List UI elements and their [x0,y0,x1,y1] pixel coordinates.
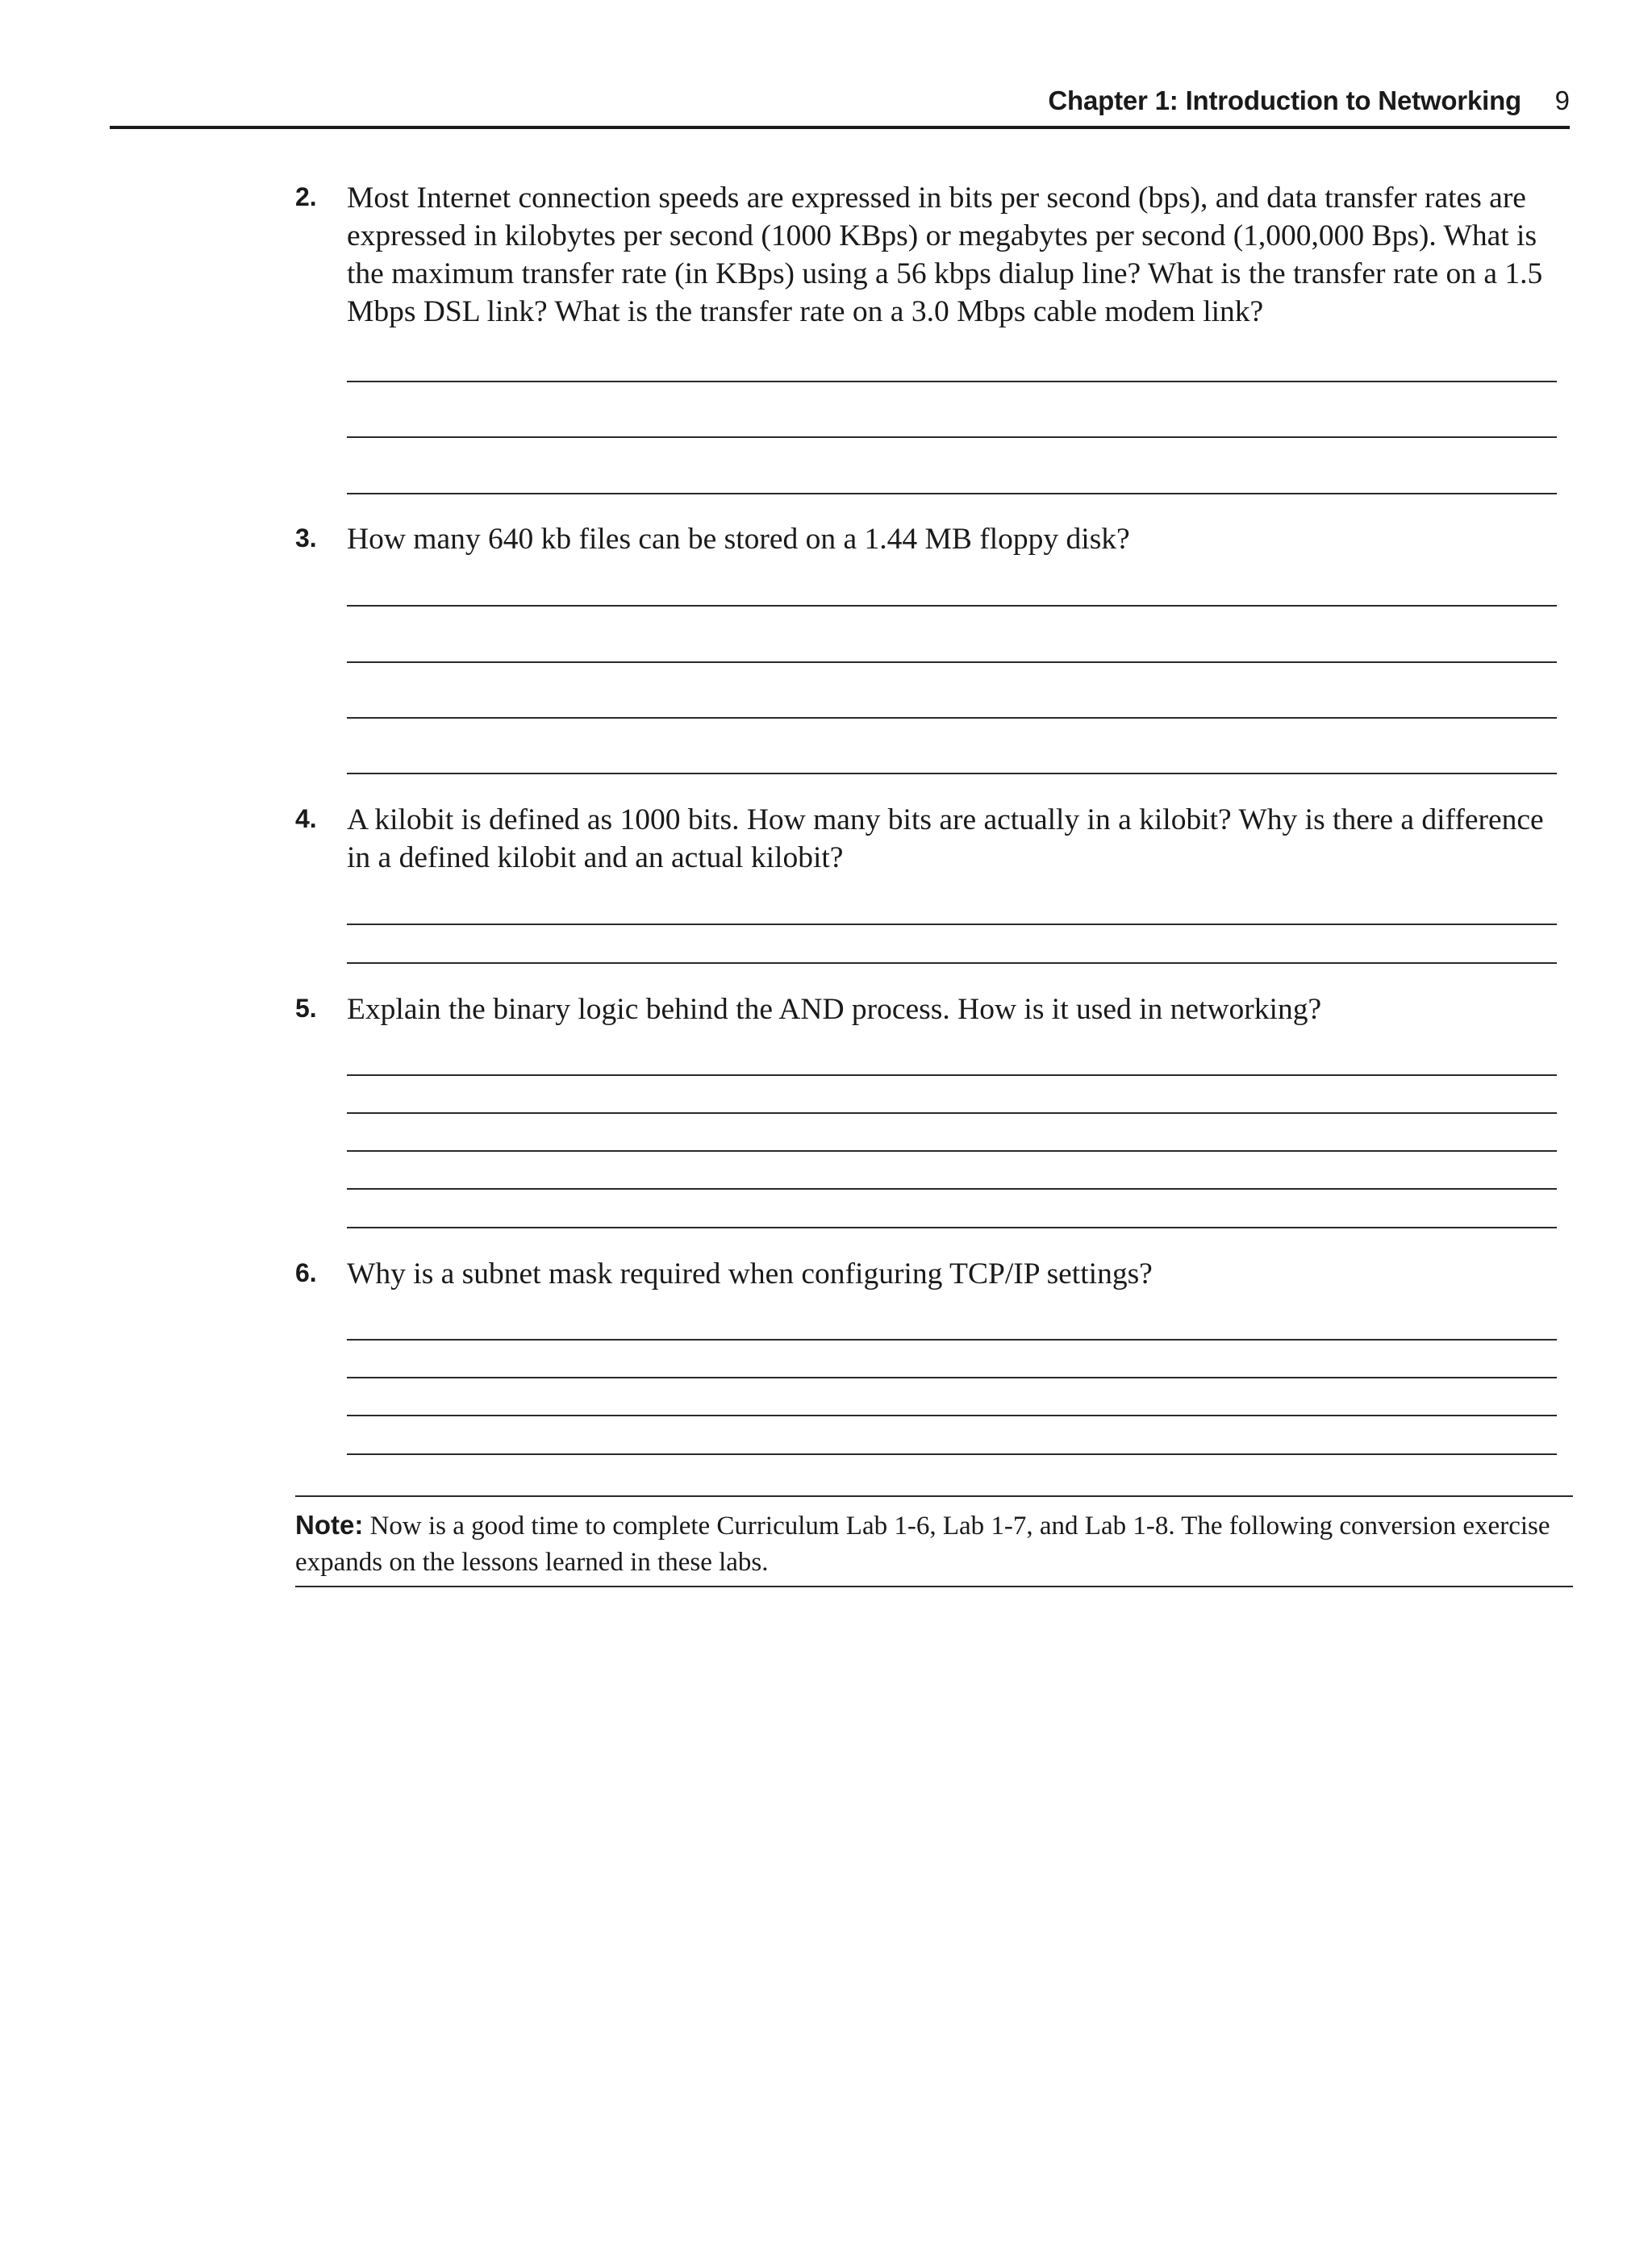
question-text: How many 640 kb files can be stored on a 1.44 MB floppy disk? [347,523,1130,556]
answer-line[interactable] [347,1112,1557,1114]
answer-line[interactable] [347,717,1557,719]
note-text: Now is a good time to complete Curriculum Lab 1-6, Lab 1-7, and Lab 1-8. The following conversion exercise expands on the lessons learned in these labs. [295,1512,1550,1577]
chapter-title: Chapter 1: Introduction to Networking [1048,85,1521,115]
question-4 [295,801,1573,877]
question-text: Explain the binary logic behind the AND process. How is it used in networking? [347,993,1322,1026]
question-text: Why is a subnet mask required when configuring TCP/IP settings? [347,1257,1153,1291]
answer-line[interactable] [347,436,1557,438]
answer-line[interactable] [347,661,1557,663]
question-number: 6. [295,1258,317,1287]
answer-line[interactable] [347,1453,1557,1455]
answer-line[interactable] [347,924,1557,925]
answer-line[interactable] [347,493,1557,494]
question-number: 5. [295,994,317,1023]
answer-line[interactable] [347,605,1557,607]
note-box [295,1495,1573,1587]
note-label: Note: [295,1510,364,1540]
answer-line[interactable] [347,1377,1557,1378]
answer-line[interactable] [347,773,1557,774]
question-number: 3. [295,523,317,552]
answer-line[interactable] [347,381,1557,382]
page-number: 9 [1554,85,1570,115]
question-6 [295,1255,1573,1293]
question-text: A kilobit is defined as 1000 bits. How many bits are actually in a kilobit? Why is there a difference in a defined kilobit and an actual kilobit? [347,803,1544,874]
question-text: Most Internet connection speeds are expressed in bits per second (bps), and data transfer rates are expressed in kilobytes per second (1000 KBps) or megabytes per second (1,000,000 Bps). What is the maximum transfer rate (in KBps) using a 56 kbps dialup line? What is the transfer rate on a 1.5 Mbps DSL link? What is the transfer rate on a 3.0 Mbps cable modem link? [347,181,1543,328]
answer-line[interactable] [347,1150,1557,1152]
answer-line[interactable] [347,962,1557,964]
note-body [295,1507,1573,1581]
question-3 [295,520,1573,558]
running-head [110,84,1570,129]
answer-line[interactable] [347,1188,1557,1190]
question-number: 4. [295,804,317,833]
question-2 [295,179,1573,331]
question-5 [295,990,1573,1028]
answer-line[interactable] [347,1074,1557,1076]
answer-line[interactable] [347,1339,1557,1341]
answer-line[interactable] [347,1227,1557,1228]
question-number: 2. [295,182,317,211]
answer-line[interactable] [347,1415,1557,1416]
